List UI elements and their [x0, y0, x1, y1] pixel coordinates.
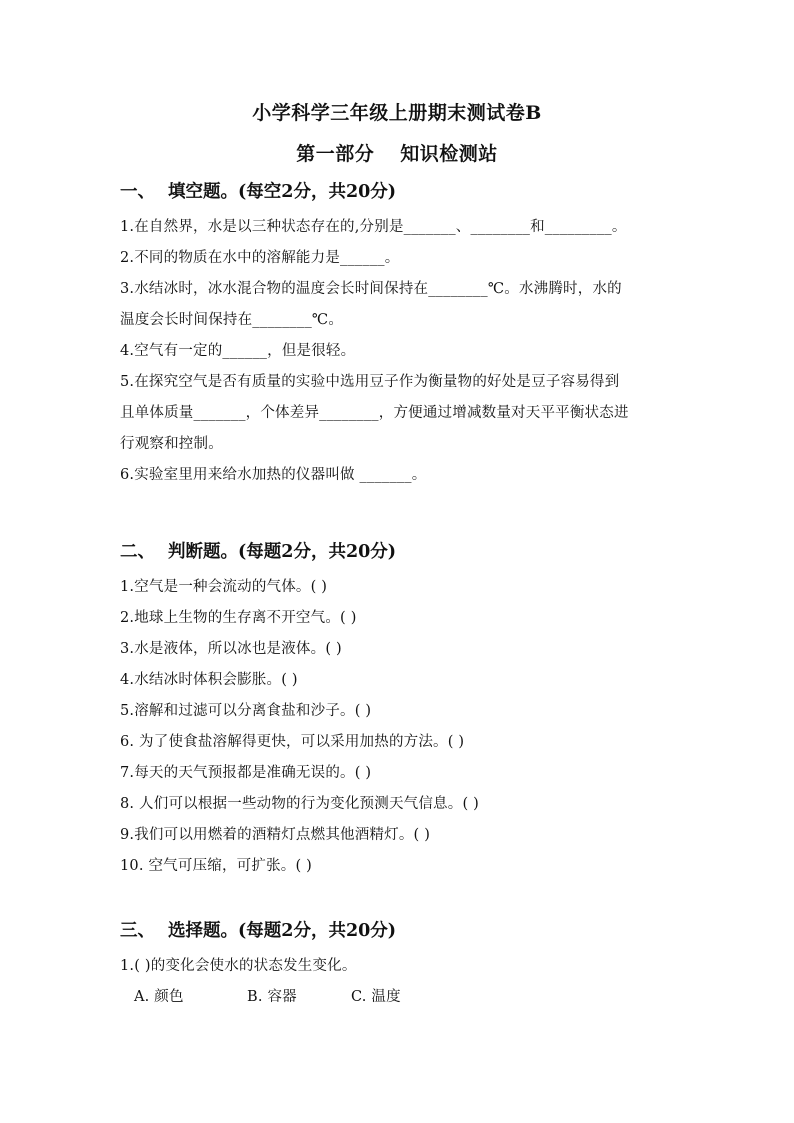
section-fill-blank-heading: [120, 178, 396, 203]
question-line: 且单体质量_______，个体差异________，方便通过增减数量对天平平衡状态进: [120, 405, 629, 421]
question-line: 6. 为了使食盐溶解得更快，可以采用加热的方法。( ): [120, 734, 465, 750]
question-line: 6.实验室里用来给水加热的仪器叫做 _______。: [120, 467, 427, 483]
question-line: 5.在探究空气是否有质量的实验中选用豆子作为衡量物的好处是豆子容易得到: [120, 374, 620, 390]
question-line: 10. 空气可压缩，可扩张。( ): [120, 858, 312, 874]
question-line: 1.( )的变化会使水的状态发生变化。: [120, 958, 357, 974]
answer-options: [134, 985, 401, 1006]
section-multiple-choice-heading: [120, 917, 396, 942]
question-line: 温度会长时间保持在________℃。: [120, 312, 344, 328]
question-line: 4.空气有一定的______，但是很轻。: [120, 343, 356, 359]
question-line: 2.地球上生物的生存离不开空气。( ): [120, 610, 357, 626]
part-label: 第一部分: [296, 143, 375, 165]
question-line: 9.我们可以用燃着的酒精灯点燃其他酒精灯。( ): [120, 827, 431, 843]
section-title: 判断题。(每题2分，共20分): [168, 542, 397, 562]
section-true-false-heading: [120, 538, 396, 563]
question-line: 3.水结冰时，冰水混合物的温度会长时间保持在________℃。水沸腾时，水的: [120, 281, 622, 297]
section-number: 二、: [120, 542, 155, 562]
question-line: 5.溶解和过滤可以分离食盐和沙子。( ): [120, 703, 372, 719]
option-b: B. 容器: [247, 989, 297, 1005]
section-number: 一、: [120, 182, 155, 202]
question-line: 3.水是液体，所以冰也是液体。( ): [120, 641, 342, 657]
question-line: 7.每天的天气预报都是准确无误的。( ): [120, 765, 372, 781]
question-line: 1.在自然界，水是以三种状态存在的,分别是_______、________和_________。: [120, 219, 627, 235]
part-name: 知识检测站: [400, 143, 498, 165]
part-heading: [0, 139, 794, 166]
option-c: C. 温度: [351, 989, 401, 1005]
question-line: 1.空气是一种会流动的气体。( ): [120, 579, 328, 595]
section-title: 选择题。(每题2分，共20分): [168, 921, 397, 941]
question-line: 8. 人们可以根据一些动物的行为变化预测天气信息。( ): [120, 796, 479, 812]
question-line: 4.水结冰时体积会膨胀。( ): [120, 672, 298, 688]
option-a: A. 颜色: [134, 989, 184, 1005]
question-line: 行观察和控制。: [120, 436, 223, 452]
section-number: 三、: [120, 921, 155, 941]
exam-title: 小学科学三年级上册期末测试卷B: [252, 102, 542, 124]
question-line: 2.不同的物质在水中的溶解能力是______。: [120, 250, 400, 266]
section-title: 填空题。(每空2分，共20分): [168, 182, 397, 202]
